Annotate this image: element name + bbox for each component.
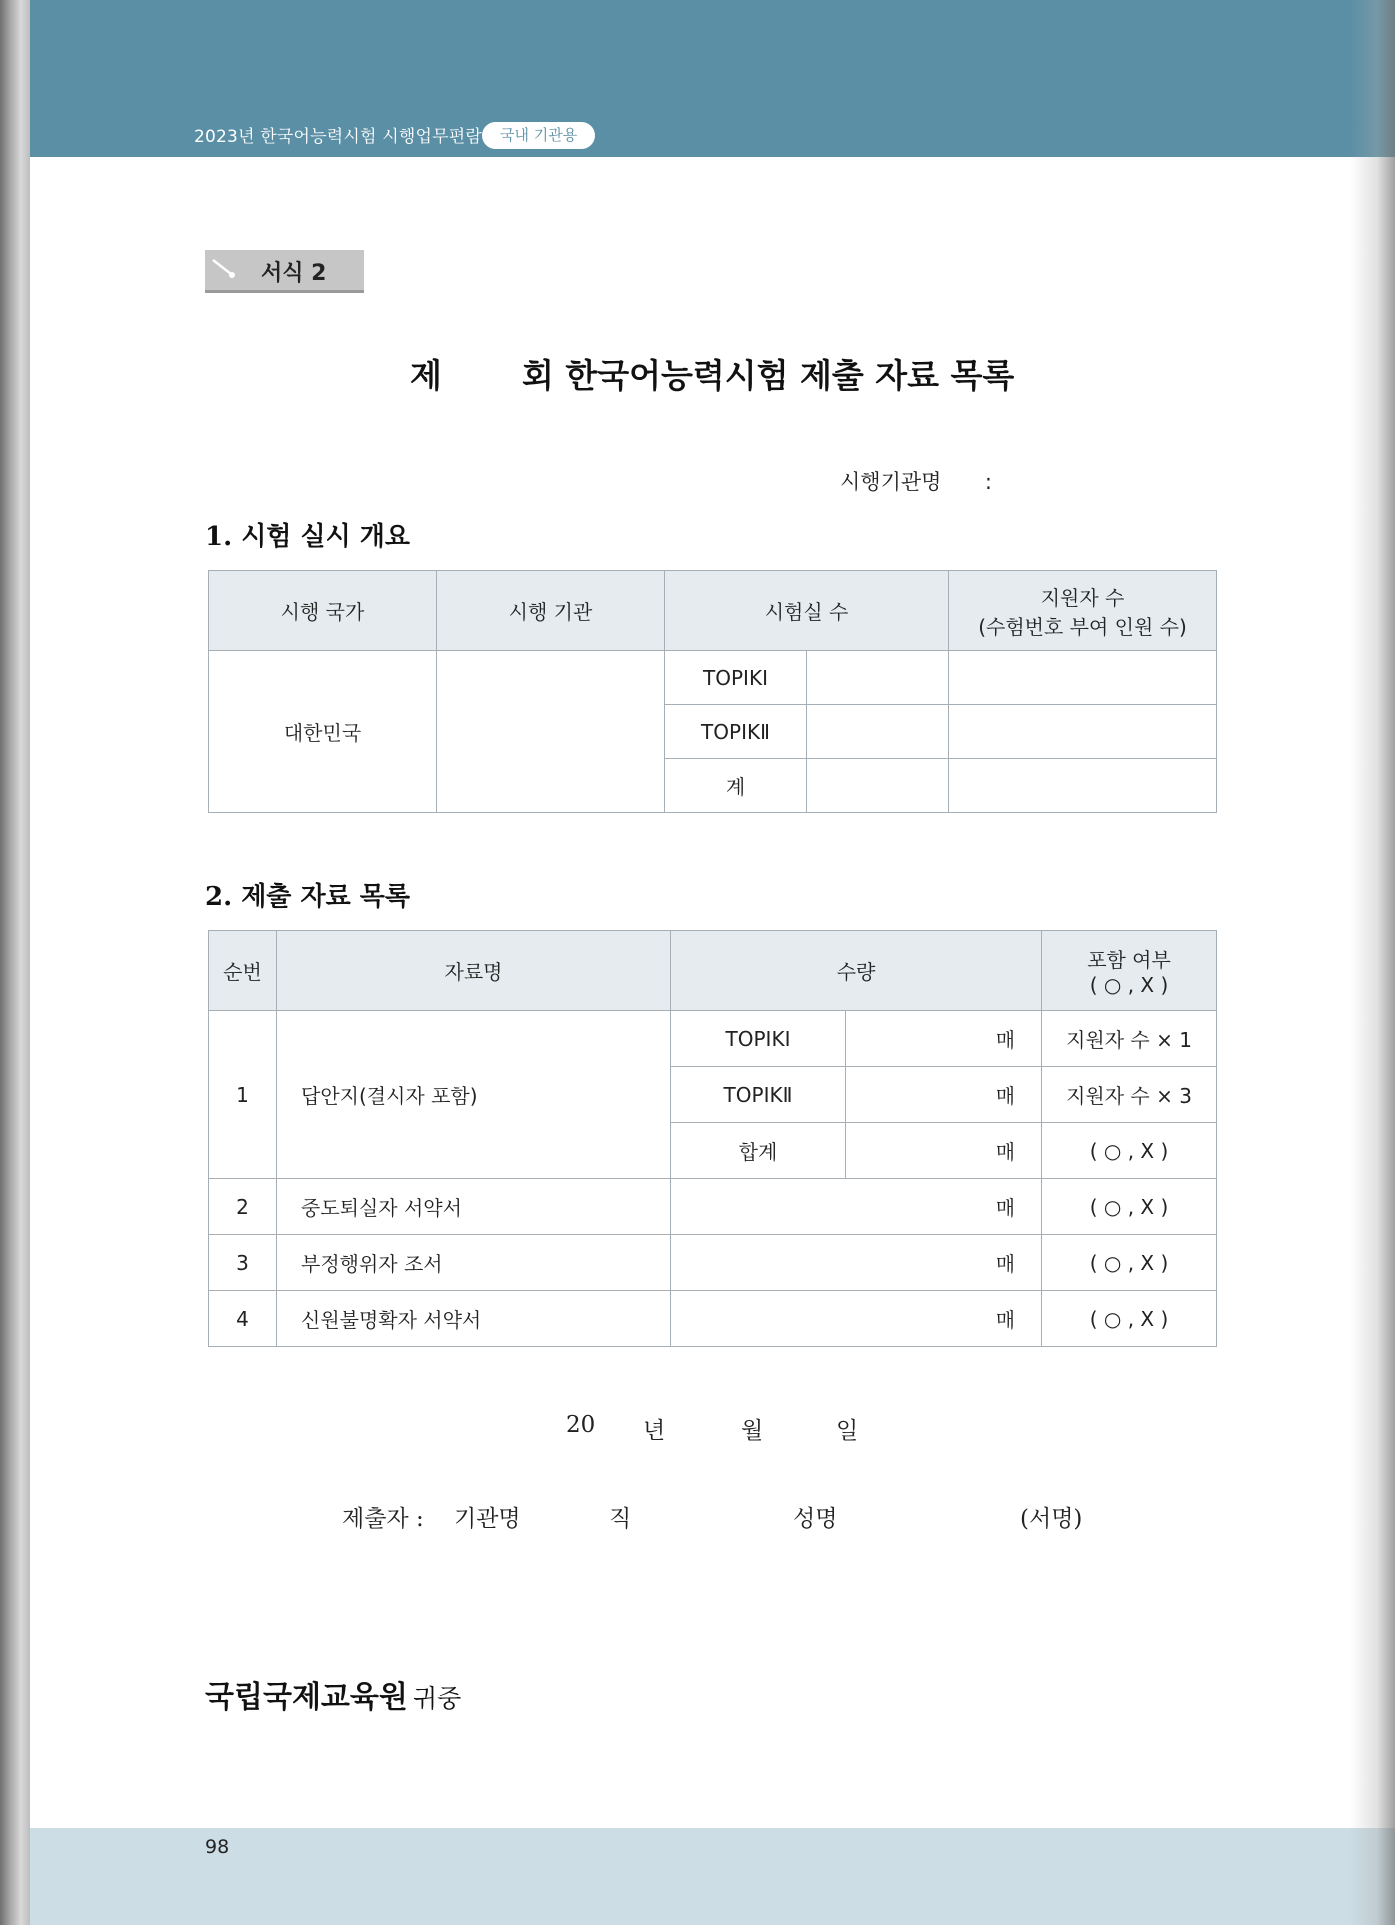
item1-name: 답안지(결시자 포함) [277, 1011, 671, 1179]
item1-topik1-quantity[interactable]: 매 [846, 1011, 1042, 1067]
item4-inclusion[interactable]: ( ○ , X ) [1042, 1291, 1217, 1347]
submitter-line [0, 1500, 1395, 1540]
header-applicants-line2: (수험번호 부여 인원 수) [978, 614, 1187, 639]
item1-total-inclusion[interactable]: ( ○ , X ) [1042, 1123, 1217, 1179]
header-country: 시행 국가 [209, 571, 437, 651]
country-cell: 대한민국 [209, 651, 437, 813]
submitter-name[interactable]: 성명 [793, 1506, 838, 1532]
arrow-icon [211, 256, 239, 280]
topik2-rooms[interactable] [807, 705, 949, 759]
page-title: 회 한국어능력시험 제출 자료 목록 [522, 356, 1015, 395]
date-year-prefix: 20 [566, 1412, 596, 1438]
table-row [209, 1179, 1217, 1235]
header-name: 자료명 [277, 931, 671, 1011]
header-quantity: 수량 [671, 931, 1042, 1011]
item1-total-label: 합계 [671, 1123, 846, 1179]
item3-no: 3 [209, 1235, 277, 1291]
date-line [0, 1412, 1395, 1452]
topik1-label: TOPIKⅠ [665, 651, 807, 705]
form-tag [205, 250, 364, 293]
table-row [209, 1291, 1217, 1347]
header-tag: 국내 기관용 [482, 122, 595, 149]
item3-inclusion[interactable]: ( ○ , X ) [1042, 1235, 1217, 1291]
item4-name: 신원불명확자 서약서 [277, 1291, 671, 1347]
receiver [205, 1672, 461, 1716]
header-inclusion-line2: ( ○ , X ) [1089, 973, 1169, 997]
topik2-applicants[interactable] [949, 705, 1217, 759]
submitter-position[interactable]: 직 [609, 1506, 632, 1532]
table-row [209, 651, 1217, 705]
page-number: 98 [205, 1836, 230, 1858]
exam-overview-table [208, 570, 1217, 813]
total-rooms[interactable] [807, 759, 949, 813]
topik1-applicants[interactable] [949, 651, 1217, 705]
submitter-org[interactable]: 기관명 [454, 1506, 521, 1532]
header-rooms: 시험실 수 [665, 571, 949, 651]
item1-topik2-quantity[interactable]: 매 [846, 1067, 1042, 1123]
topik2-label: TOPIKⅡ [665, 705, 807, 759]
receiver-suffix: 귀중 [412, 1684, 462, 1713]
item2-no: 2 [209, 1179, 277, 1235]
total-label: 계 [665, 759, 807, 813]
item4-no: 4 [209, 1291, 277, 1347]
header-inclusion-line1: 포함 여부 [1087, 948, 1171, 972]
title-prefix: 제 [410, 356, 442, 395]
agency-line [840, 466, 992, 496]
item1-topik1-label: TOPIKⅠ [671, 1011, 846, 1067]
item2-quantity[interactable]: 매 [671, 1179, 1042, 1235]
table-header-row [209, 571, 1217, 651]
header-applicants-line1: 지원자 수 [1040, 585, 1125, 610]
header-applicants [949, 571, 1217, 651]
header-no: 순번 [209, 931, 277, 1011]
agency-cell[interactable] [437, 651, 665, 813]
item1-topik2-inclusion: 지원자 수 × 3 [1042, 1067, 1217, 1123]
submitter-label: 제출자 : [342, 1506, 424, 1532]
agency-colon: : [984, 470, 992, 494]
table-row [209, 1011, 1217, 1067]
header-agency: 시행 기관 [437, 571, 665, 651]
header-inclusion [1042, 931, 1217, 1011]
submitter-signature[interactable]: (서명) [1020, 1506, 1083, 1532]
table-row [209, 1235, 1217, 1291]
total-applicants[interactable] [949, 759, 1217, 813]
section2-heading: 2. 제출 자료 목록 [205, 882, 410, 912]
book-spine [0, 0, 30, 1925]
running-title: 2023년 한국어능력시험 시행업무편람 [194, 127, 482, 147]
item3-quantity[interactable]: 매 [671, 1235, 1042, 1291]
agency-label: 시행기관명 [840, 470, 942, 494]
item1-total-quantity[interactable]: 매 [846, 1123, 1042, 1179]
footer-band [30, 1828, 1395, 1925]
table-header-row [209, 931, 1217, 1011]
item1-topik2-label: TOPIKⅡ [671, 1067, 846, 1123]
item3-name: 부정행위자 조서 [277, 1235, 671, 1291]
date-year: 년 [643, 1418, 666, 1444]
item1-no: 1 [209, 1011, 277, 1179]
item2-inclusion[interactable]: ( ○ , X ) [1042, 1179, 1217, 1235]
item4-quantity[interactable]: 매 [671, 1291, 1042, 1347]
submission-list-table [208, 930, 1217, 1347]
date-month: 월 [741, 1418, 764, 1444]
topik1-rooms[interactable] [807, 651, 949, 705]
form-tag-label: 서식 2 [261, 261, 327, 286]
page-edge-shadow [1350, 0, 1395, 1925]
date-day: 일 [836, 1418, 859, 1444]
item2-name: 중도퇴실자 서약서 [277, 1179, 671, 1235]
receiver-org: 국립국제교육원 [205, 1680, 408, 1715]
item1-topik1-inclusion: 지원자 수 × 1 [1042, 1011, 1217, 1067]
section1-heading: 1. 시험 실시 개요 [205, 522, 410, 552]
